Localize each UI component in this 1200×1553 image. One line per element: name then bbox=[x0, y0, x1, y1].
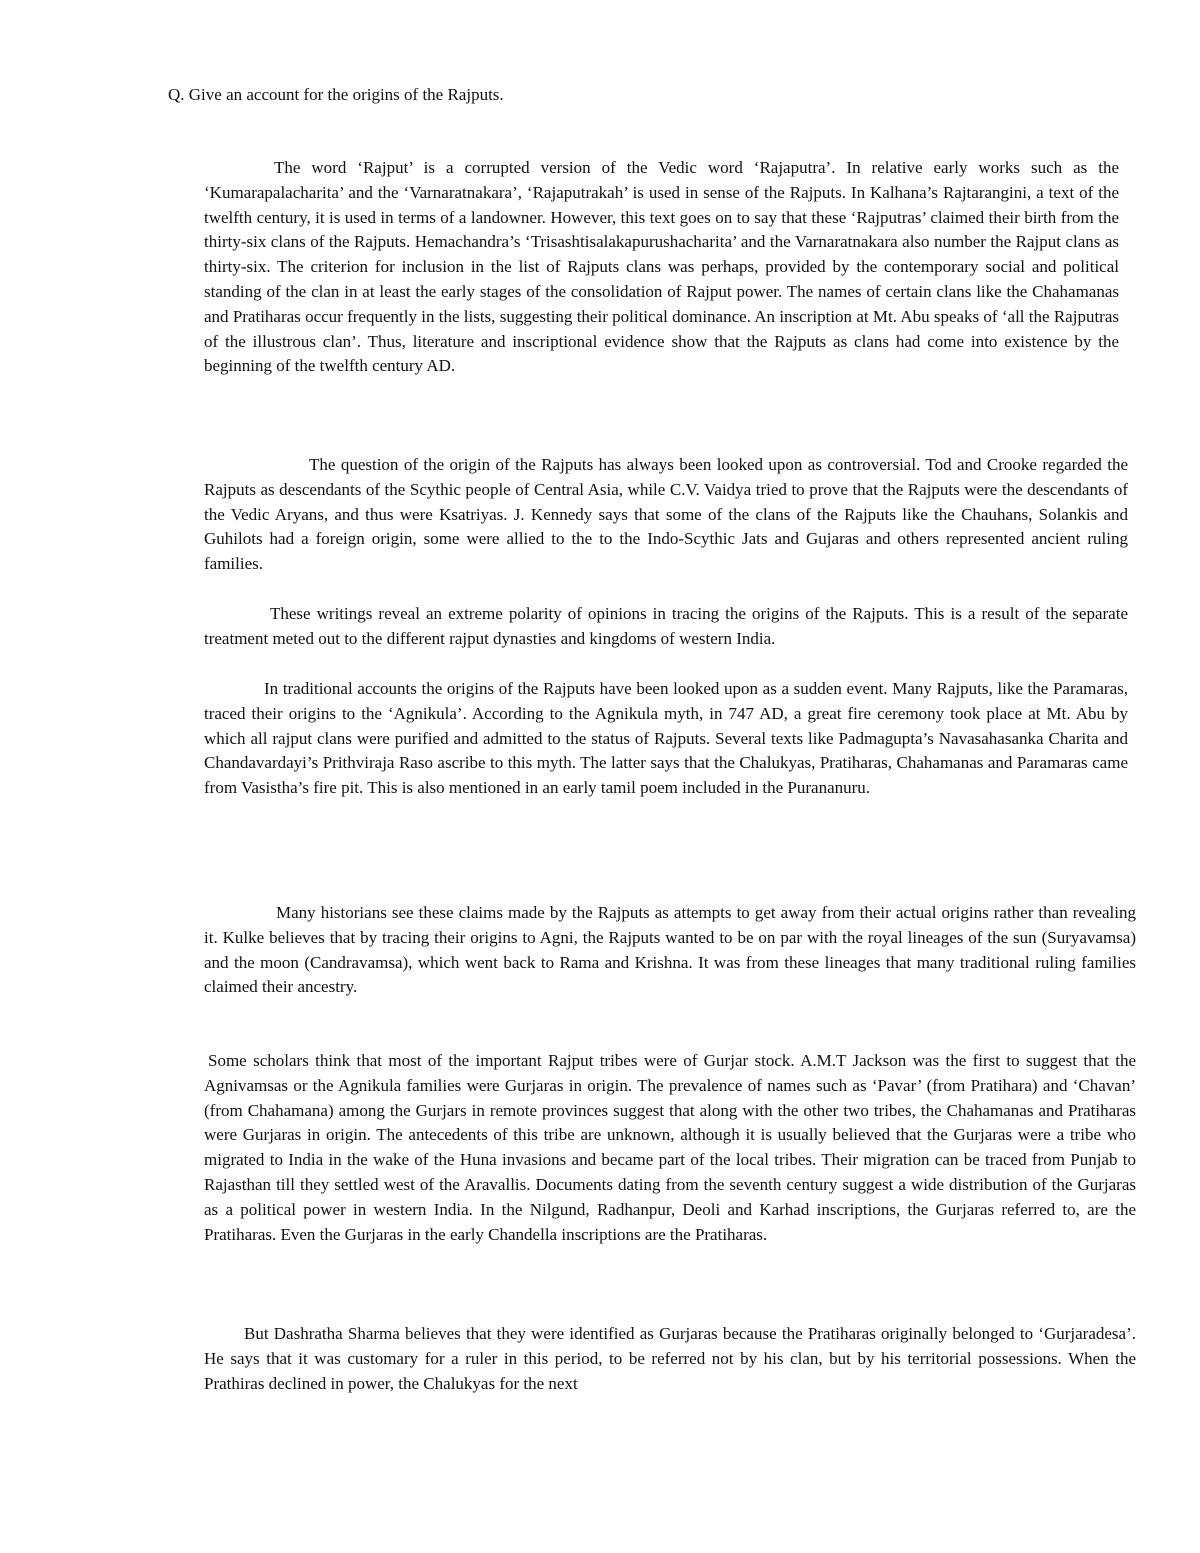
paragraph-historians-view: Many historians see these claims made by the Rajputs as attempts to get away from their actual origins rather than revealing it. Kulke believes that by tracing their origins to Agni, the Rajputs wanted to be on par with the royal lineages of the sun (Suryavamsa) and the moon (Candravamsa), which went back to Rama and Krishna. It was from these lineages that many traditional ruling families claimed their ancestry. bbox=[204, 903, 1136, 997]
paragraph-gurjar-stock: Some scholars think that most of the important Rajput tribes were of Gurjar stock. A.M.T Jackson was the first to suggest that the Agnivamsas or the Agnikula families were Gurjaras in origin. The prevalence of names such as ‘Pavar’ (from Pratihara) and ‘Chavan’ (from Chahamana) among the Gurjars in remote provinces suggest that along with the other two tribes, the Chahamanas and Pratiharas were Gurjaras in origin. The antecedents of this tribe are unknown, although it is usually believed that the Gurjaras were a tribe who migrated to India in the wake of the Huna invasions and became part of the local tribes. Their migration can be traced from Punjab to Rajasthan till they settled west of the Aravallis. Documents dating from the seventh century suggest a wide distribution of the Gurjaras as a political power in western India. In the Nilgund, Radhanpur, Deoli and Karhad inscriptions, the Gurjaras referred to, are the Pratiharas. Even the Gurjaras in the early Chandella inscriptions are the Pratiharas. bbox=[204, 1051, 1136, 1244]
paragraph-dashratha-sharma: But Dashratha Sharma believes that they were identified as Gurjaras because the Pratiharas originally belonged to ‘Gurjaradesa’. He says that it was customary for a ruler in this period, to be referred not by his clan, but by his territorial possessions. When the Prathiras declined in power, the Chalukyas for the next bbox=[204, 1324, 1136, 1393]
question-heading: Q. Give an account for the origins of the Rajputs. bbox=[168, 85, 504, 104]
paragraph-rajput-word-origin: The word ‘Rajput’ is a corrupted version of the Vedic word ‘Rajaputra’. In relative early works such as the ‘Kumarapalacharita’ and the ‘Varnaratnakara’, ‘Rajaputrakah’ is used in sense of the Rajputs. In Kalhana’s Rajtarangini, a text of the twelfth century, it is used in terms of a landowner. However, this text goes on to say that these ‘Rajputras’ claimed their birth from the thirty-six clans of the Rajputs. Hemachandra’s ‘Trisashtisalakapurushacharita’ and the Varnaratnakara also number the Rajput clans as thirty-six. The criterion for inclusion in the list of Rajputs clans was perhaps, provided by the contemporary social and political standing of the clan in at least the early stages of the consolidation of Rajput power. The names of certain clans like the Chahamanas and Pratiharas occur frequently in the lists, suggesting their political dominance. An inscription at Mt. Abu speaks of ‘all the Rajputras of the illustrous clan’. Thus, literature and inscriptional evidence show that the Rajputs as clans had come into existence by the beginning of the twelfth century AD. bbox=[204, 158, 1119, 376]
paragraph-origin-controversy: The question of the origin of the Rajputs has always been looked upon as controversial. Tod and Crooke regarded the Rajputs as descendants of the Scythic people of Central Asia, while C.V. Vaidya tried to prove that the Rajputs were the descendants of the Vedic Aryans, and thus were Ksatriyas. J. Kennedy says that some of the clans of the Rajputs like the Chauhans, Solankis and Guhilots had a foreign origin, some were allied to the to the Indo-Scythic Jats and Gujaras and others represented ancient ruling families. bbox=[204, 455, 1128, 574]
paragraph-agnikula-myth: In traditional accounts the origins of the Rajputs have been looked upon as a sudden event. Many Rajputs, like the Paramaras, traced their origins to the ‘Agnikula’. According to the Agnikula myth, in 747 AD, a great fire ceremony took place at Mt. Abu by which all rajput clans were purified and admitted to the status of Rajputs. Several texts like Padmagupta’s Navasahasanka Charita and Chandavardayi’s Prithviraja Raso ascribe to this myth. The latter says that the Chalukyas, Pratiharas, Chahamanas and Paramaras came from Vasistha’s fire pit. This is also mentioned in an early tamil poem included in the Purananuru. bbox=[204, 679, 1128, 798]
paragraph-polarity-of-opinions: These writings reveal an extreme polarity of opinions in tracing the origins of the Rajputs. This is a result of the separate treatment meted out to the different rajput dynasties and kingdoms of western India. bbox=[204, 604, 1128, 648]
